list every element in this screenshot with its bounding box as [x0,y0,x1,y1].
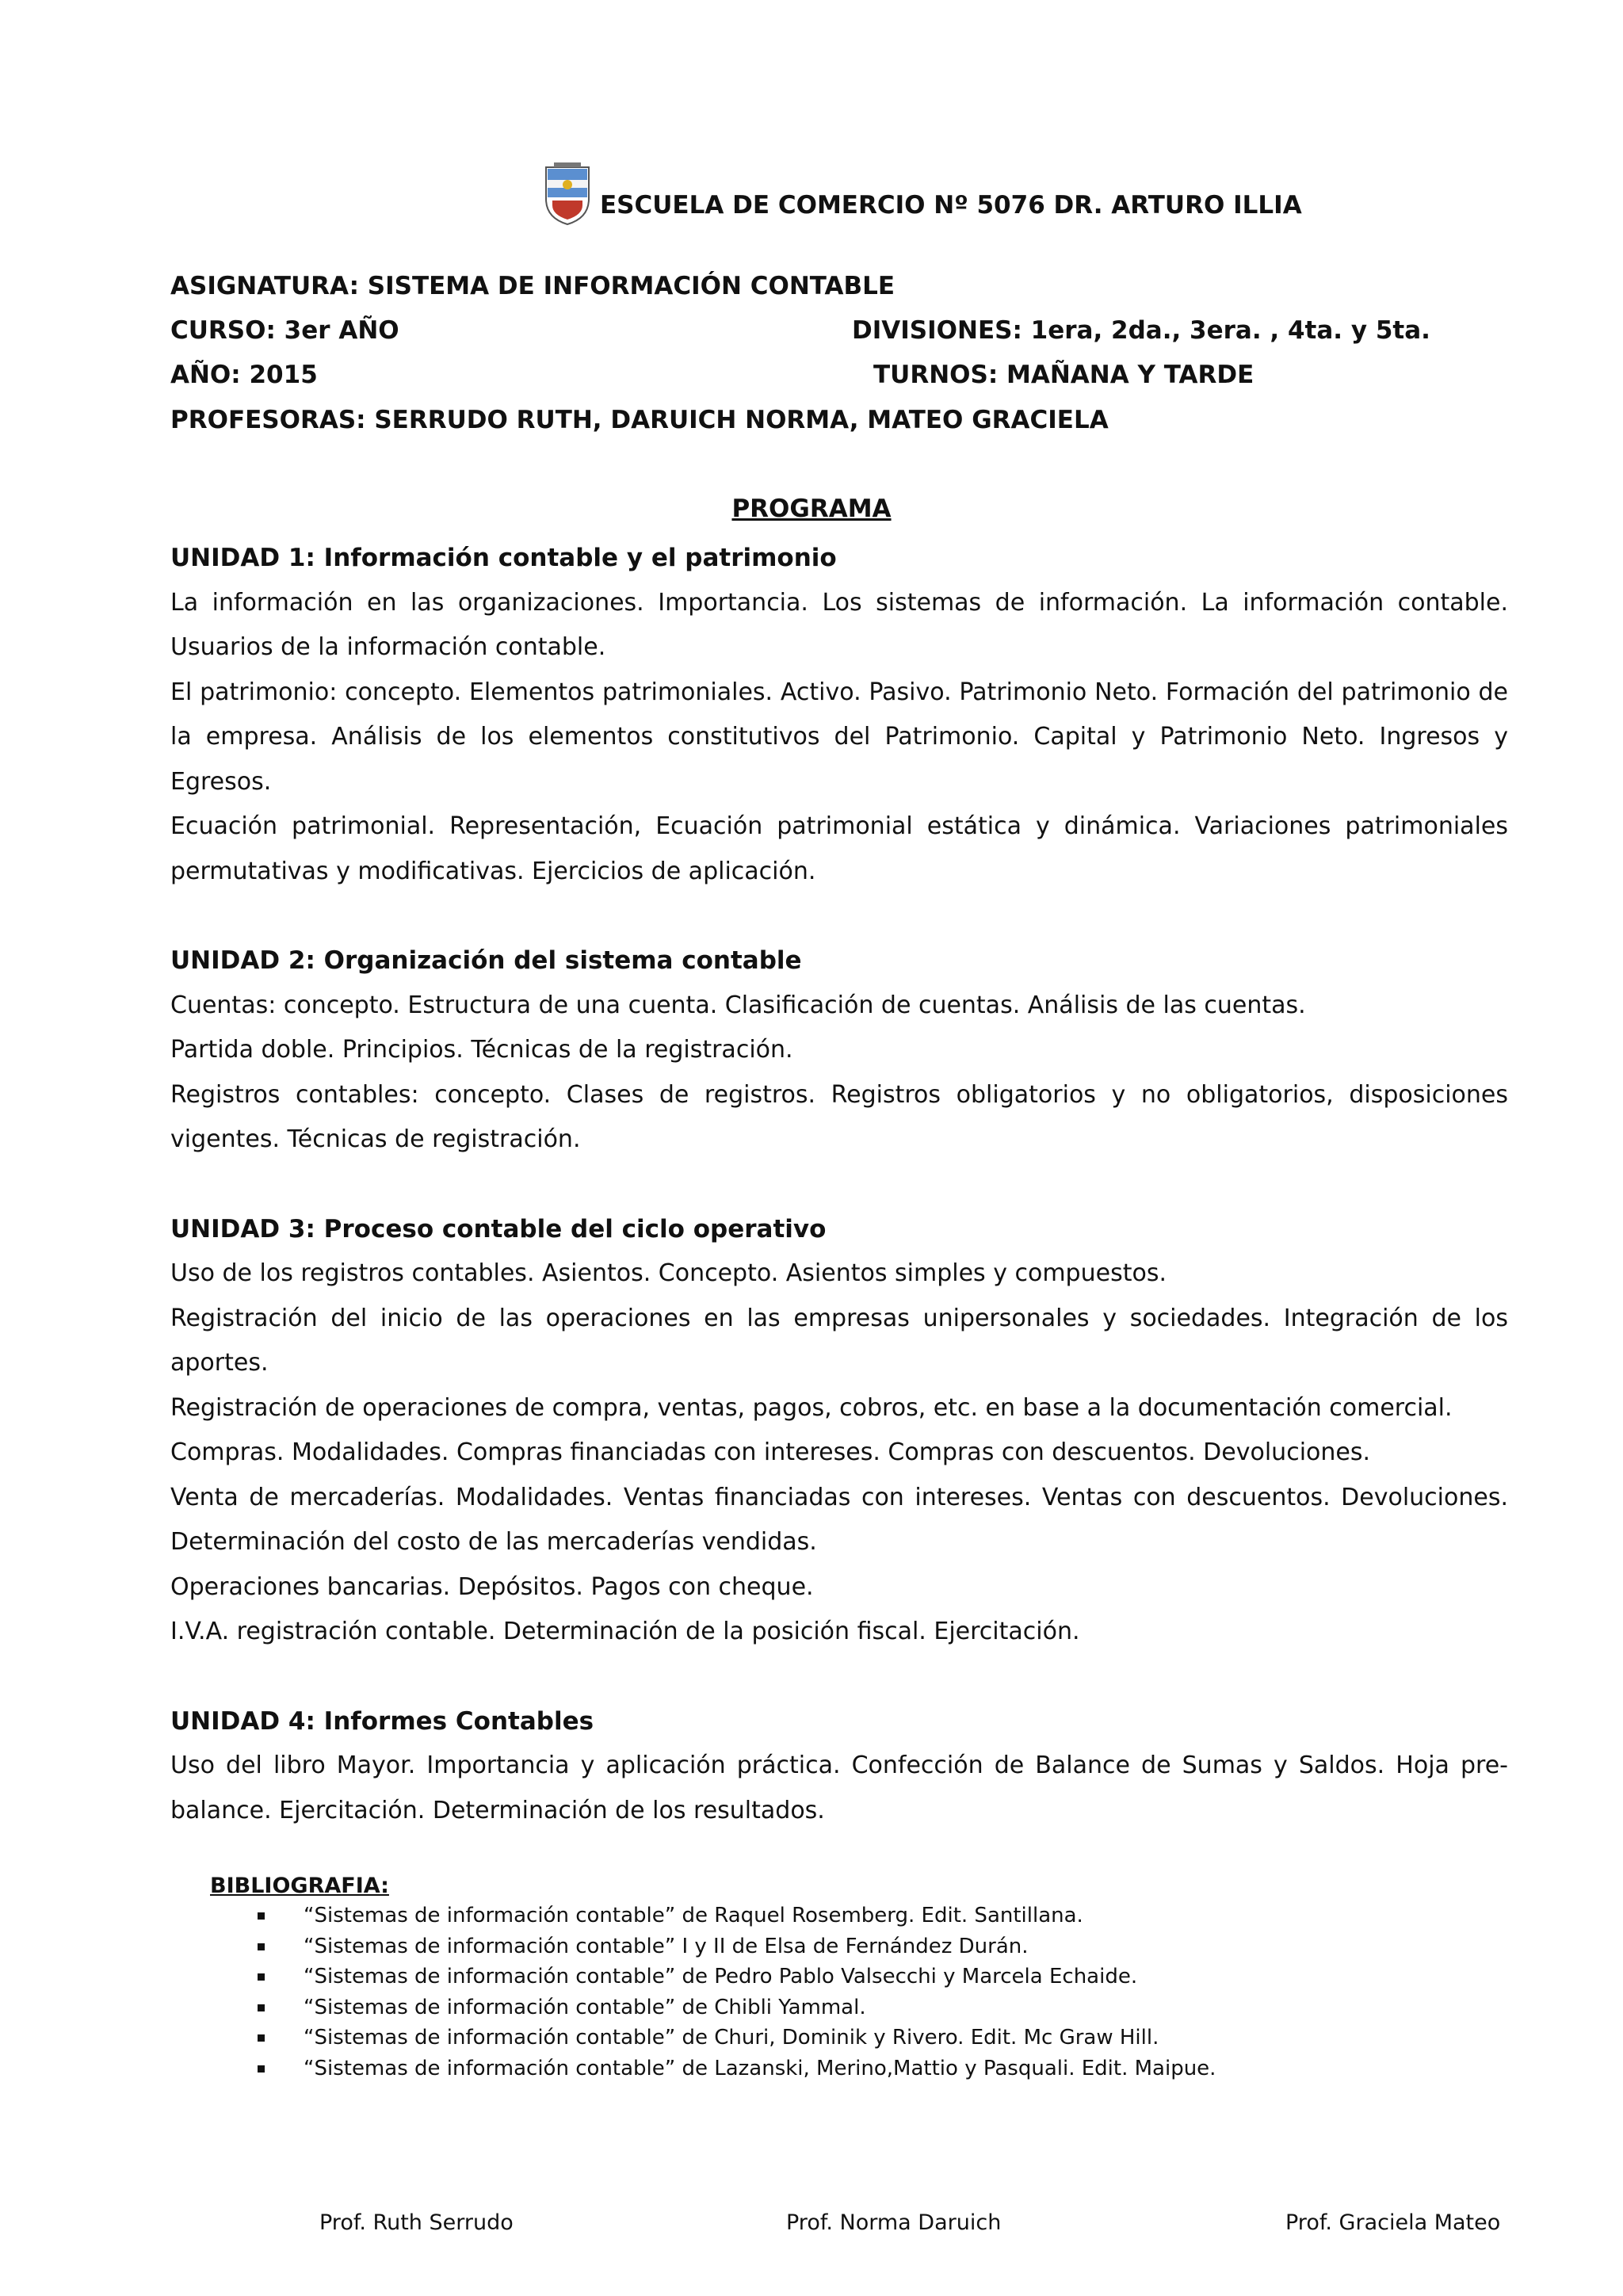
bibliography [210,1872,1557,2084]
school-name: ESCUELA DE COMERCIO Nº 5076 DR. ARTURO ILLIA [600,191,1302,220]
unit-paragraph: Uso de los registros contables. Asientos. Concepto. Asientos simples y compuestos. [170,1259,1167,1287]
unit-paragraph: I.V.A. registración contable. Determinación de la posición fiscal. Ejercitación. [170,1618,1080,1645]
turnos: TURNOS: MAÑANA Y TARDE [873,361,1254,389]
unit-heading: UNIDAD 4: Informes Contables [170,1706,594,1736]
unit-paragraph: La información en las organizaciones. Importancia. Los sistemas de información. La información contable. Usuarios de la información contable. [170,588,1508,661]
unit-paragraph: Cuentas: concepto. Estructura de una cuenta. Clasificación de cuentas. Análisis de las cuentas. [170,991,1306,1019]
unit-paragraph: Venta de mercaderías. Modalidades. Ventas financiadas con intereses. Ventas con descuentos. Devoluciones. Determinación del costo de las mercaderías vendidas. [170,1483,1508,1556]
program-title: PROGRAMA [731,495,892,523]
square-bullet-icon [258,1943,265,1950]
unit-paragraph: Registros contables: concepto. Clases de registros. Registros obligatorios y no obligatorios, disposiciones vigentes. Técnicas de registración. [170,1080,1508,1153]
unit-paragraph: El patrimonio: concepto. Elementos patrimoniales. Activo. Pasivo. Patrimonio Neto. Formación del patrimonio de la empresa. Análisis de los elementos constitutivos del Patrimonio. Capital y Patrimonio Neto. Ingresos y Egresos. [170,678,1508,796]
divisiones: DIVISIONES: 1era, 2da., 3era. , 4ta. y 5ta. [852,316,1430,345]
square-bullet-icon [258,2034,265,2042]
bibliography-title: BIBLIOGRAFIA: [210,1874,389,1898]
square-bullet-icon [258,2065,265,2073]
unit-3 [170,1207,1508,1655]
bibliography-item: “Sistemas de información contable” de Lazanski, Merino,Mattio y Pasquali. Edit. Maipue. [210,2053,1557,2084]
bibliography-item: “Sistemas de información contable” de Raquel Rosemberg. Edit. Santillana. [210,1901,1557,1931]
square-bullet-icon [258,1973,265,1981]
bibliography-item: “Sistemas de información contable” de Chibli Yammal. [210,1992,1557,2023]
anio: AÑO: 2015 [170,361,318,389]
unit-1 [170,536,1508,894]
unit-heading: UNIDAD 1: Información contable y el patrimonio [170,544,837,572]
profesoras: PROFESORAS: SERRUDO RUTH, DARUICH NORMA, MATEO GRACIELA [170,406,1109,434]
unit-2 [170,938,1508,1163]
signature-norma-daruich: Prof. Norma Daruich [786,2210,1002,2235]
program-content [170,536,1508,1878]
bibliography-list [210,1901,1557,2084]
unit-paragraph: Uso del libro Mayor. Importancia y aplicación práctica. Confección de Balance de Sumas y Saldos. Hoja pre-balance. Ejercitación. Determinación de los resultados. [170,1752,1508,1824]
unit-4 [170,1699,1508,1834]
unit-paragraph: Registración del inicio de las operaciones en las empresas unipersonales y sociedades. Integración de los aportes. [170,1304,1508,1377]
unit-paragraph: Registración de operaciones de compra, ventas, pagos, cobros, etc. en base a la documentación comercial. [170,1393,1453,1422]
unit-heading: UNIDAD 3: Proceso contable del ciclo operativo [170,1214,827,1244]
unit-heading: UNIDAD 2: Organización del sistema contable [170,946,802,975]
bibliography-item: “Sistemas de información contable” de Churi, Dominik y Rivero. Edit. Mc Graw Hill. [210,2023,1557,2053]
unit-paragraph: Compras. Modalidades. Compras financiadas con intereses. Compras con descuentos. Devoluciones. [170,1438,1371,1466]
unit-paragraph: Partida doble. Principios. Técnicas de la registración. [170,1036,793,1064]
bibliography-item: “Sistemas de información contable” de Pedro Pablo Valsecchi y Marcela Echaide. [210,1962,1557,1992]
school-header [543,155,1302,226]
unit-paragraph: Ecuación patrimonial. Representación, Ecuación patrimonial estática y dinámica. Variaciones patrimoniales permutativas y modificativas. Ejercicios de aplicación. [170,812,1508,885]
bibliography-item: “Sistemas de información contable” I y II de Elsa de Fernández Durán. [210,1931,1557,1962]
square-bullet-icon [258,2004,265,2011]
square-bullet-icon [258,1912,265,1920]
signature-ruth-serrudo: Prof. Ruth Serrudo [319,2210,514,2235]
curso: CURSO: 3er AÑO [170,316,399,345]
unit-paragraph: Operaciones bancarias. Depósitos. Pagos con cheque. [170,1572,814,1601]
signature-graciela-mateo: Prof. Graciela Mateo [1285,2210,1501,2235]
asignatura: ASIGNATURA: SISTEMA DE INFORMACIÓN CONTABLE [170,272,896,300]
school-crest-icon [543,161,592,226]
